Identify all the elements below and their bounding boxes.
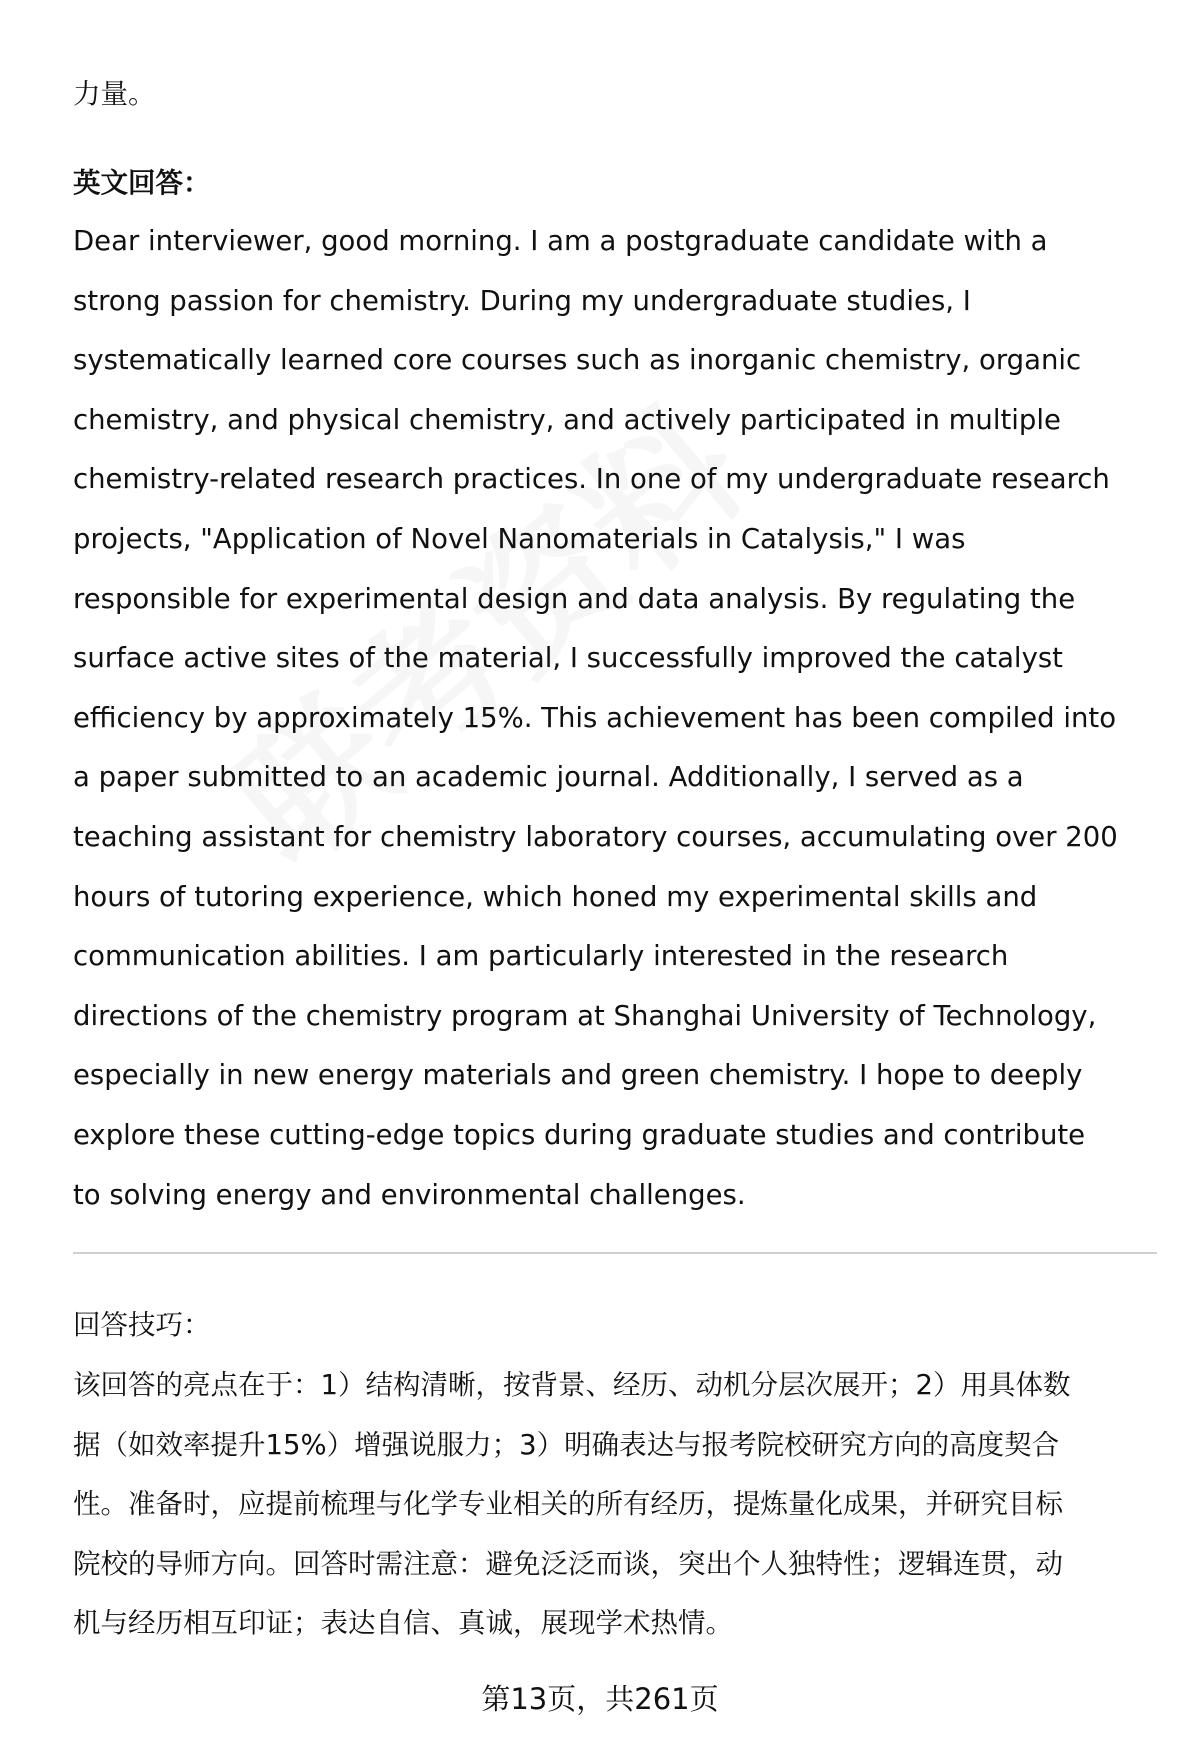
page-footer: 第13页，共261页 [481,1682,719,1716]
text-line: 据（如效率提升15%）增强说服力；3）明确表达与报考院校研究方向的高度契合 [73,1428,1060,1461]
text-line: a paper submitted to an academic journal. Additionally, I served as a [73,761,1024,794]
text-line: 院校的导师方向。回答时需注意：避免泛泛而谈，突出个人独特性；逻辑连贯，动 [73,1547,1063,1580]
text-line: chemistry, and physical chemistry, and actively participated in multiple [73,403,1061,436]
text-line: efficiency by approximately 15%. This achievement has been compiled into [73,701,1117,734]
section-divider [73,1252,1157,1254]
text-line: responsible for experimental design and data analysis. By regulating the [73,582,1076,615]
text-line: strong passion for chemistry. During my undergraduate studies, I [73,284,971,317]
text-line: especially in new energy materials and green chemistry. I hope to deeply [73,1059,1083,1092]
text-line: chemistry-related research practices. In one of my undergraduate research [73,463,1110,496]
text-line: 性。准备时，应提前梳理与化学专业相关的所有经历，提炼量化成果，并研究目标 [73,1488,1063,1521]
text-line: 机与经历相互印证；表达自信、真诚，展现学术热情。 [73,1607,733,1640]
previous-paragraph-tail: 力量。 [73,78,156,110]
tips-heading: 回答技巧： [73,1309,211,1341]
text-line: directions of the chemistry program at Shanghai University of Technology, [73,999,1097,1032]
text-line: Dear interviewer, good morning. I am a postgraduate candidate with a [73,225,1048,257]
text-line: projects, "Application of Novel Nanomaterials in Catalysis," I was [73,523,966,555]
text-line: hours of tutoring experience, which honed my experimental skills and [73,880,1038,913]
english-answer-heading: 英文回答： [73,167,211,199]
text-line: systematically learned core courses such as inorganic chemistry, organic [73,344,1082,377]
text-line: to solving energy and environmental challenges. [73,1178,746,1211]
text-line: explore these cutting-edge topics during graduate studies and contribute [73,1119,1086,1151]
text-line: surface active sites of the material, I successfully improved the catalyst [73,642,1063,675]
text-line: teaching assistant for chemistry laboratory courses, accumulating over 200 [73,821,1118,853]
text-line: communication abilities. I am particularly interested in the research [73,940,1009,973]
text-line: 该回答的亮点在于：1）结构清晰，按背景、经历、动机分层次展开；2）用具体数 [73,1369,1071,1401]
